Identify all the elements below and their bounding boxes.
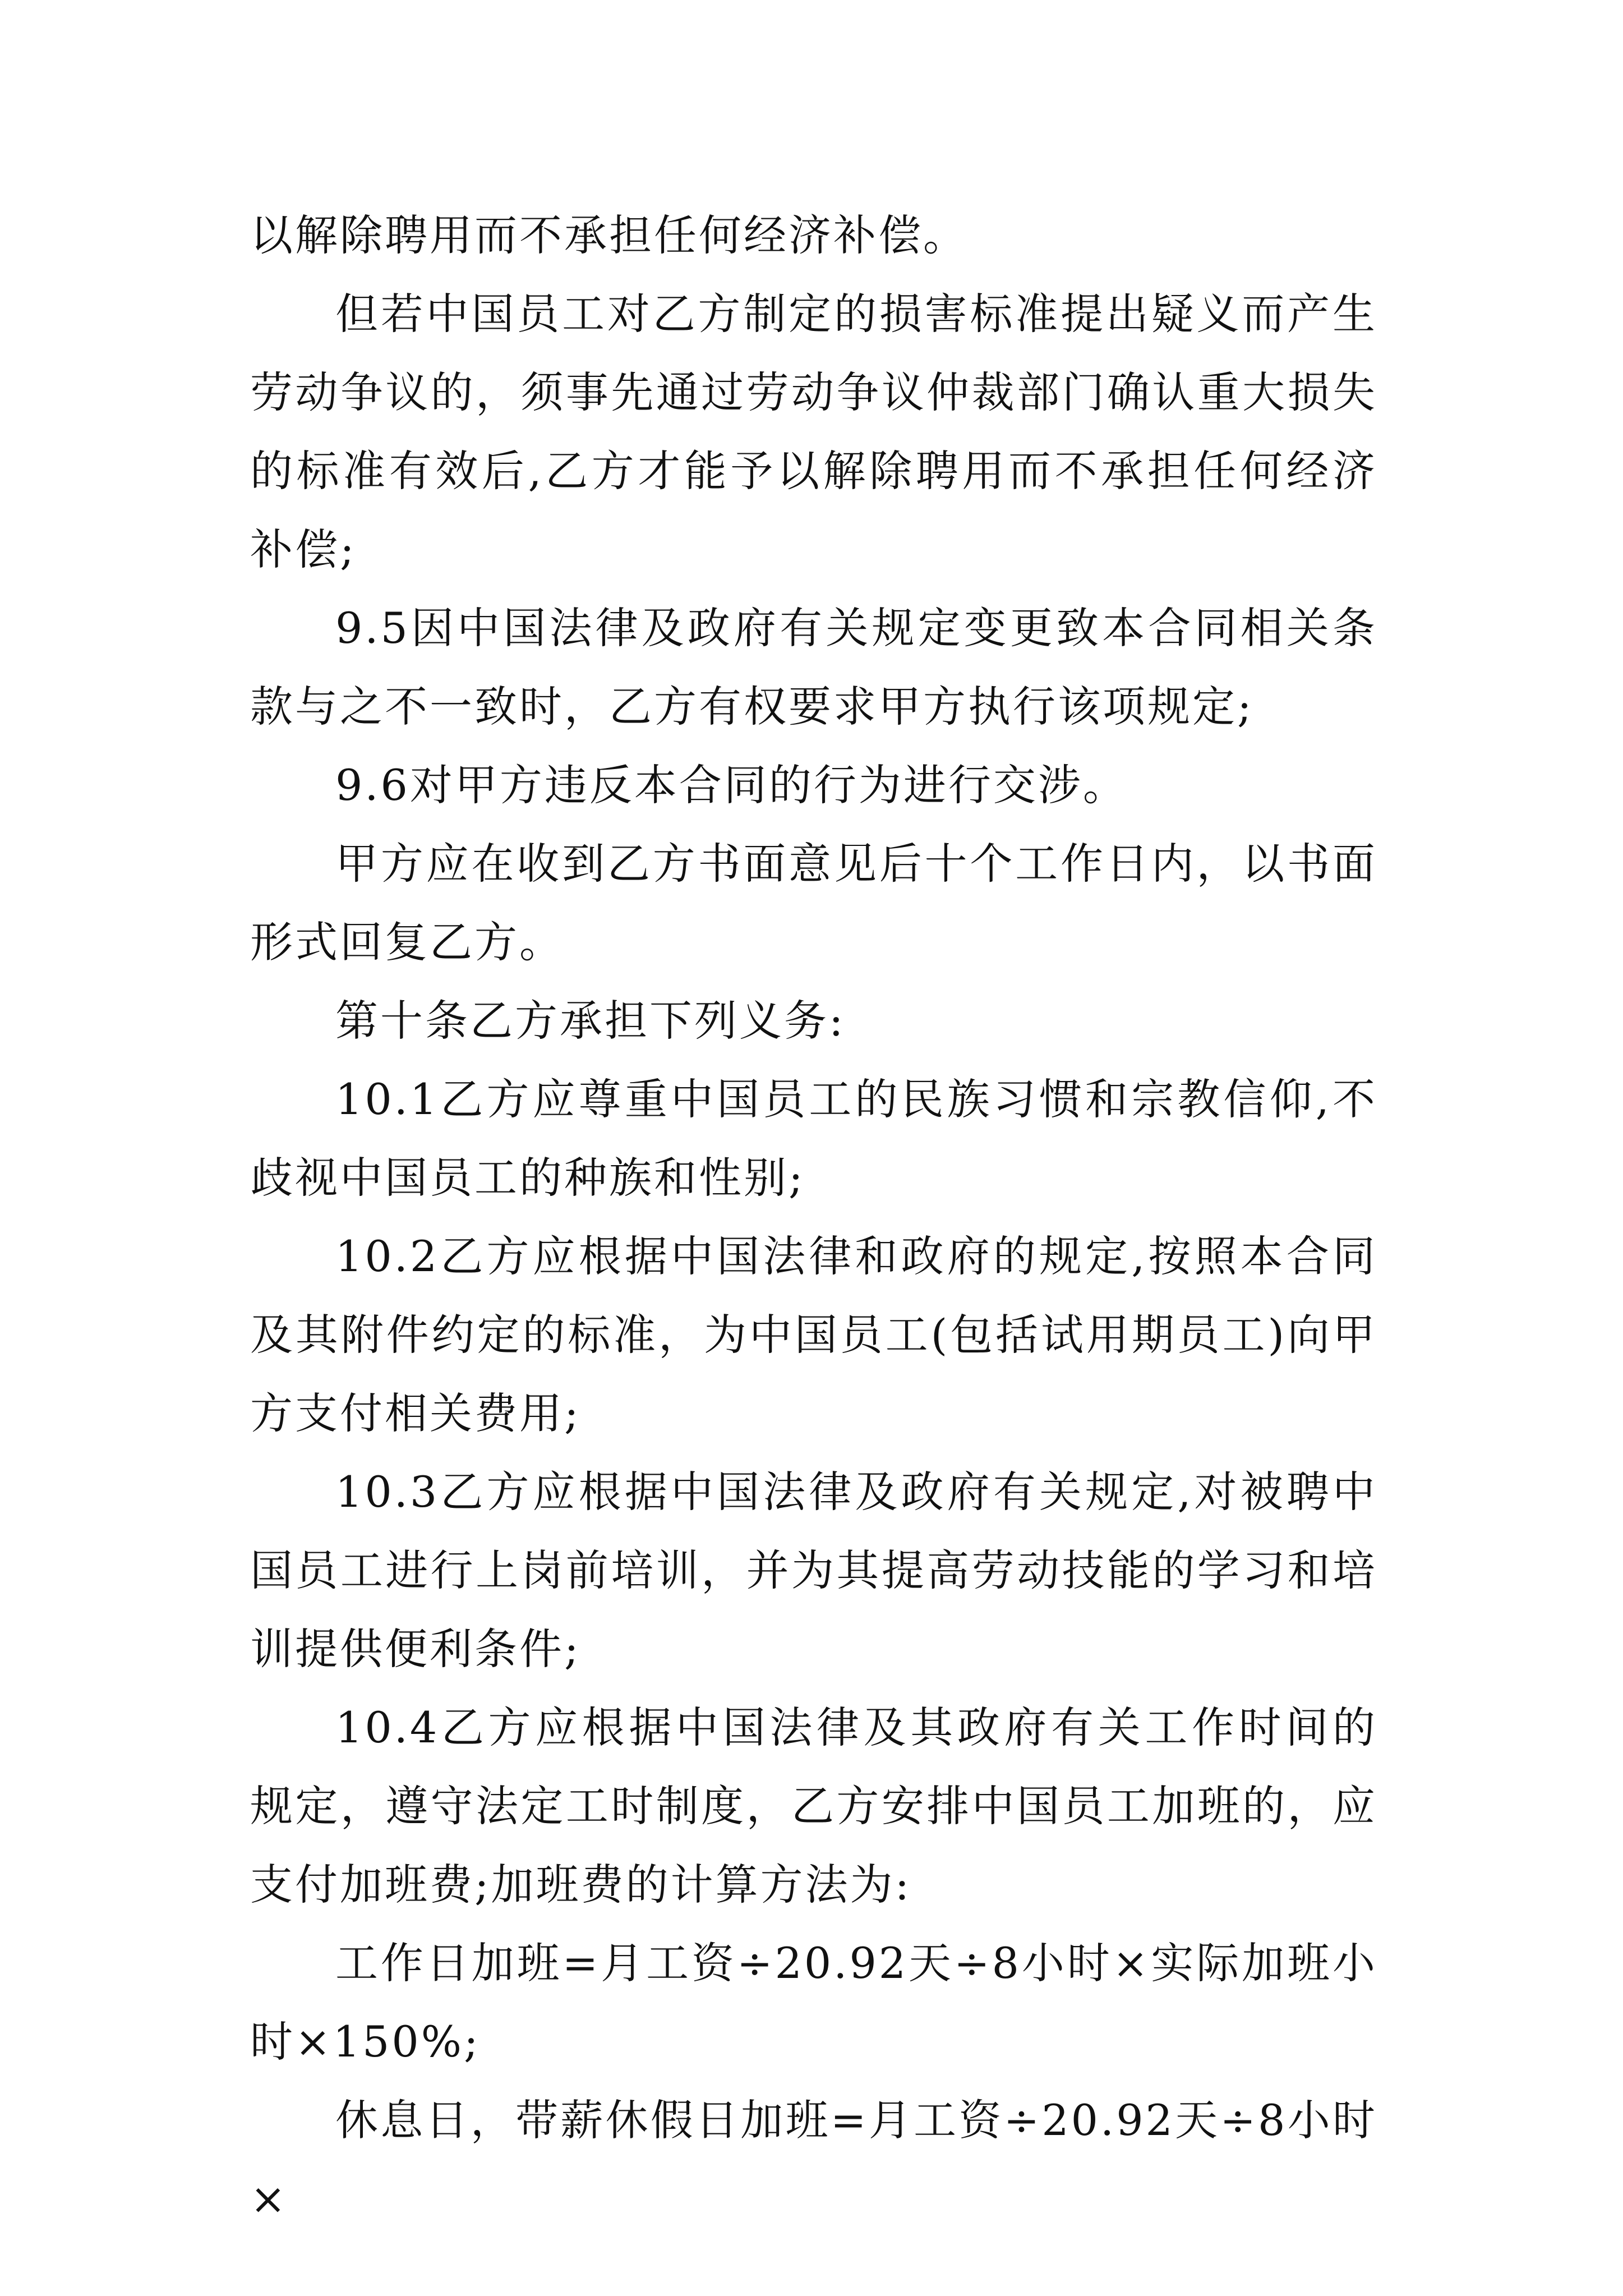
paragraph-clause-10-1: 10.1乙方应尊重中国员工的民族习惯和宗教信仰,不歧视中国员工的种族和性别; (250, 1074, 1377, 1203)
heading-article-10: 第十条乙方承担下列义务: (335, 996, 846, 1046)
paragraph-workday-overtime-formula: 工作日加班=月工资÷20.92天÷8小时×实际加班小时×150%; (250, 1938, 1377, 2067)
paragraph-clause-9-5: 9.5因中国法律及政府有关规定变更致本合同相关条款与之不一致时，乙方有权要求甲方执行该项规定; (250, 603, 1377, 731)
document-body (250, 196, 1377, 2238)
paragraph-clause-10-3: 10.3乙方应根据中国法律及政府有关规定,对被聘中国员工进行上岗前培训，并为其提高劳动技能的学习和培训提供便利条件; (250, 1467, 1377, 1674)
paragraph-clause-9-6: 9.6对甲方违反本合同的行为进行交涉。 (335, 760, 1128, 810)
paragraph-rest-day-overtime-formula: 休息日，带薪休假日加班=月工资÷20.92天÷8小时× (250, 2095, 1377, 2224)
paragraph-dispute-standard: 但若中国员工对乙方制定的损害标准提出疑义而产生劳动争议的，须事先通过劳动争议仲裁部门确认重大损失的标准有效后,乙方才能予以解除聘用而不承担任何经济补偿; (250, 289, 1377, 574)
paragraph-clause-10-2: 10.2乙方应根据中国法律和政府的规定,按照本合同及其附件约定的标准，为中国员工(包括试用期员工)向甲方支付相关费用; (250, 1231, 1377, 1438)
paragraph-clause-10-4: 10.4乙方应根据中国法律及其政府有关工作时间的规定，遵守法定工时制度，乙方安排中国员工加班的，应支付加班费;加班费的计算方法为: (250, 1703, 1377, 1910)
paragraph-written-reply: 甲方应在收到乙方书面意见后十个工作日内，以书面形式回复乙方。 (250, 839, 1377, 967)
paragraph-continuation: 以解除聘用而不承担任何经济补偿。 (250, 210, 968, 260)
